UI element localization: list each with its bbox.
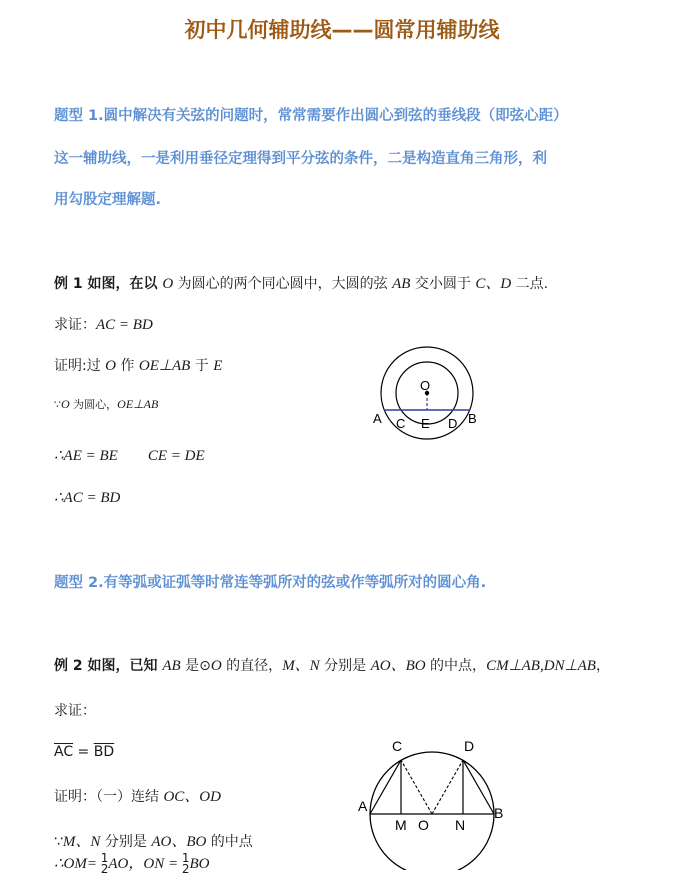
label-o: O xyxy=(418,817,429,833)
page-title: 初中几何辅助线——圆常用辅助线 xyxy=(184,18,500,42)
topic1-line1: 题型 1.圆中解决有关弦的问题时，常常需要作出圆心到弦的垂线段（即弦心距） xyxy=(54,108,568,124)
label-a: A xyxy=(358,798,368,814)
segment-oc xyxy=(401,760,432,814)
circle-o xyxy=(370,752,494,870)
label-d: D xyxy=(448,416,458,431)
label-n: N xyxy=(455,817,466,833)
segment-db xyxy=(463,760,494,814)
label-c: C xyxy=(396,416,406,431)
segment-od xyxy=(432,760,463,814)
example2-because: ∵M、N 分别是 AO、BO 的中点 xyxy=(54,834,253,850)
label-m: M xyxy=(395,817,407,833)
segment-ac xyxy=(370,760,401,814)
label-b: B xyxy=(494,805,504,821)
example2-proof-start: 证明：（一）连结 OC、OD xyxy=(54,789,221,805)
label-o: O xyxy=(420,378,431,393)
topic1-line3: 用勾股定理解题. xyxy=(54,192,162,208)
example1-therefore1: ∴AE = BE CE = DE xyxy=(54,448,205,464)
label-b: B xyxy=(468,411,477,426)
example1-because: ∵O 为圆心，OE⊥AB xyxy=(54,397,159,411)
label-a: A xyxy=(373,411,382,426)
example2-arc-equation: $\overline{AC} = \overline{BD}$ xyxy=(54,744,115,760)
label-c: C xyxy=(392,738,403,754)
example2-last-line: ∴OM= 1 2AO，ON = 1 2BO xyxy=(54,851,210,876)
example2-prove: 求证： xyxy=(54,703,96,719)
example1-proof-start: 证明:过 O 作 OE⊥AB 于 E xyxy=(54,358,223,374)
example2-statement: 例 2 如图，已知 AB 是⊙O 的直径，M、N 分别是 AO、BO 的中点，CM⊥AB,DN⊥AB， xyxy=(54,658,610,674)
example1-therefore2: ∴AC = BD xyxy=(54,490,121,506)
example1-prove: 求证：AC = BD xyxy=(54,317,153,333)
label-e: E xyxy=(421,416,430,431)
topic2-line1: 题型 2.有等弧或证弧等时常连等弧所对的弦或作等弧所对的圆心角. xyxy=(54,575,487,591)
topic1-line2: 这一辅助线，一是利用垂径定理得到平分弦的条件，二是构造直角三角形，利 xyxy=(54,151,547,167)
example1-statement: 例 1 如图，在以 O 为圆心的两个同心圆中，大圆的弦 AB 交小圆于 C、D 二点. xyxy=(54,276,549,292)
label-d: D xyxy=(464,738,475,754)
diameter-circle-figure xyxy=(352,734,512,870)
concentric-circles-figure xyxy=(368,342,488,442)
